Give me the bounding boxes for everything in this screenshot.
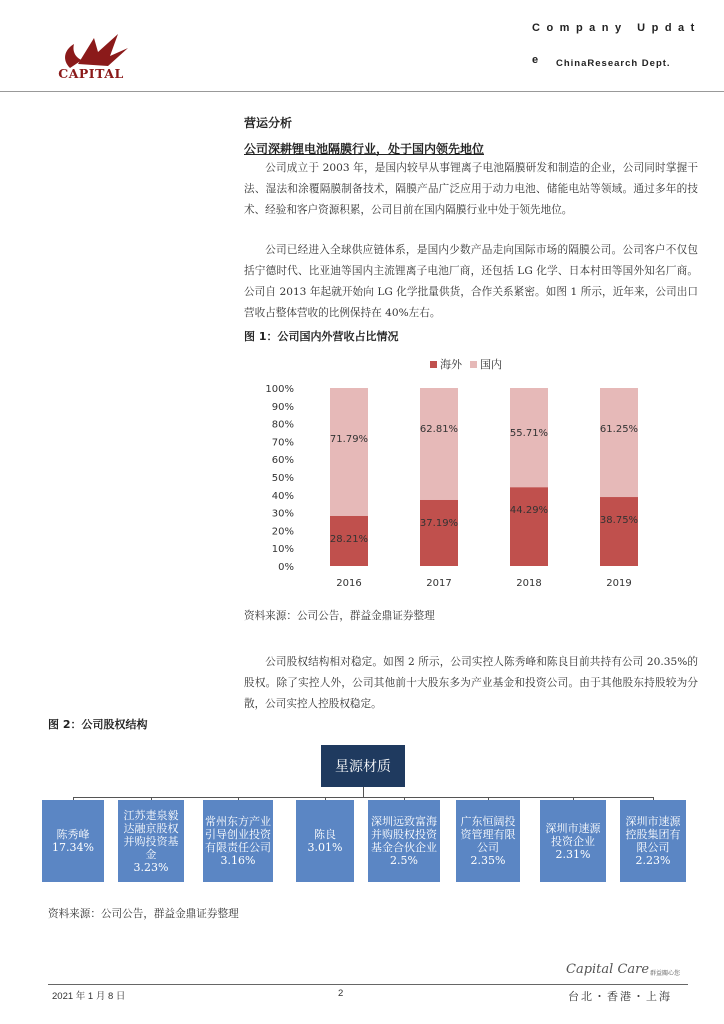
chart-plot: [244, 350, 700, 600]
org-child-node: [118, 800, 184, 882]
shareholder-name: 陈秀峰: [56, 828, 90, 841]
org-connector-root: [363, 787, 364, 797]
footer-brand-logo: Capital Care: [566, 962, 650, 977]
data-label-domestic: 71.79%: [329, 434, 369, 445]
org-child-node: [456, 800, 520, 882]
x-tick-label: 2019: [606, 578, 632, 589]
shareholder-name: 广东恒阔投资管理有限公司: [460, 815, 516, 854]
org-child-node: [540, 800, 606, 882]
org-root-node: 星源材质: [321, 745, 405, 787]
org-child-node: [203, 800, 273, 882]
figure-1-source: 资料来源：公司公告，群益金鼎证券整理: [244, 610, 435, 622]
department-label: ChinaResearch Dept.: [556, 58, 671, 69]
org-connector-bus: [73, 797, 653, 798]
y-tick-label: 20%: [271, 526, 294, 538]
data-label-overseas: 37.19%: [419, 517, 459, 529]
bar-domestic: [330, 388, 368, 516]
section-subheading: 公司深耕锂电池隔膜行业，处于国内领先地位: [244, 142, 485, 156]
org-child-node: [42, 800, 104, 882]
shareholder-share: 2.23%: [635, 854, 671, 867]
shareholder-name: 深圳市速源控股集团有限公司: [625, 815, 681, 854]
page-number: 2: [338, 988, 344, 999]
data-label-overseas: 28.21%: [329, 533, 369, 545]
data-label-domestic: 55.71%: [509, 428, 549, 439]
y-tick-label: 60%: [271, 455, 294, 467]
bar-overseas: [600, 497, 638, 566]
shareholder-share: 3.01%: [307, 841, 343, 854]
y-tick-label: 10%: [271, 544, 294, 556]
shareholder-share: 3.16%: [220, 854, 256, 867]
paragraph-3: 公司股权结构相对稳定。如图 2 所示，公司实控人陈秀峰和陈良目前共持有公司 20.35%的股权。除了实控人外，公司其他前十大股东多为产业基金和投资公司。由于其他股东持股较为分散，公司实控人控股权稳定。: [244, 656, 698, 710]
bar-domestic: [420, 388, 458, 500]
y-tick-label: 90%: [271, 401, 294, 413]
footer-date: 2021 年 1 月 8 日: [52, 991, 126, 1002]
paragraph-2: 公司已经进入全球供应链体系，是国内少数产品走向国际市场的隔膜公司。公司客户不仅包括宁德时代、比亚迪等国内主流锂离子电池厂商，还包括 LG 化学、日本村田等国外知名厂商。公司自 2013 年起就开始向 LG 化学批量供货，合作关系紧密。如图 1 所示，近年来，公司出口营收占整体营收的比例保持在 40%左右。: [244, 244, 698, 319]
shareholder-share: 2.31%: [555, 847, 591, 861]
x-tick-label: 2016: [336, 578, 362, 589]
shareholder-share: 2.35%: [470, 854, 506, 867]
org-child-node: [620, 800, 686, 882]
data-label-overseas: 38.75%: [599, 515, 639, 527]
data-label-overseas: 44.29%: [509, 505, 549, 517]
paragraph-1: 公司成立于 2003 年，是国内较早从事锂离子电池隔膜研发和制造的企业，公司同时掌握干法、湿法和涂覆隔膜制备技术，隔膜产品广泛应用于动力电池、储能电站等领域。通过多年的技术、经验和客户资源积累，公司目前在国内隔膜行业中处于领先地位。: [244, 162, 698, 216]
y-tick-label: 100%: [265, 384, 294, 395]
shareholder-name: 江苏疌泉毅达融京股权并购投资基金: [123, 808, 179, 861]
report-type-title-wrap: e: [532, 54, 539, 66]
legend-label-domestic: 国内: [480, 358, 502, 371]
y-tick-label: 0%: [278, 562, 294, 573]
y-tick-label: 50%: [271, 473, 294, 484]
data-label-domestic: 62.81%: [419, 424, 459, 435]
bar-domestic: [600, 388, 638, 497]
x-tick-label: 2017: [426, 578, 452, 589]
revenue-split-chart: [244, 350, 700, 600]
bar-overseas: [510, 487, 548, 566]
shareholder-share: 17.34%: [52, 841, 94, 854]
figure-1-title: 图 1：公司国内外营收占比情况: [244, 330, 399, 343]
shareholder-name: 陈良: [314, 828, 336, 841]
header-divider: [0, 91, 724, 92]
logo-text: CAPITAL: [58, 66, 124, 81]
section-heading: 营运分析: [244, 116, 293, 130]
figure-2-title: 图 2：公司股权结构: [48, 718, 148, 731]
figure-2-source: 资料来源：公司公告，群益金鼎证券整理: [48, 908, 239, 920]
y-tick-label: 80%: [271, 419, 294, 431]
shareholder-name: 深圳市速源投资企业: [545, 821, 601, 848]
org-child-node: [296, 800, 354, 882]
shareholder-share: 2.5%: [390, 854, 418, 867]
footer-brand-cn: 群益關心您: [650, 970, 681, 977]
data-label-domestic: 61.25%: [599, 424, 639, 435]
report-type-title: Company Updat: [532, 22, 701, 34]
bar-overseas: [420, 500, 458, 566]
footer-cities: 台北・香港・上海: [568, 990, 672, 1003]
shareholder-share: 3.23%: [133, 860, 169, 874]
x-tick-label: 2018: [516, 578, 542, 589]
y-tick-label: 40%: [271, 490, 294, 502]
org-child-node: [368, 800, 440, 882]
legend-label-overseas: 海外: [440, 358, 462, 371]
y-tick-label: 70%: [271, 437, 294, 449]
footer-divider: [48, 984, 688, 985]
shareholder-name: 深圳远致富海并购股权投资基金合伙企业: [371, 815, 437, 854]
y-tick-label: 30%: [271, 508, 294, 520]
shareholder-name: 常州东方产业引导创业投资有限责任公司: [205, 815, 271, 854]
